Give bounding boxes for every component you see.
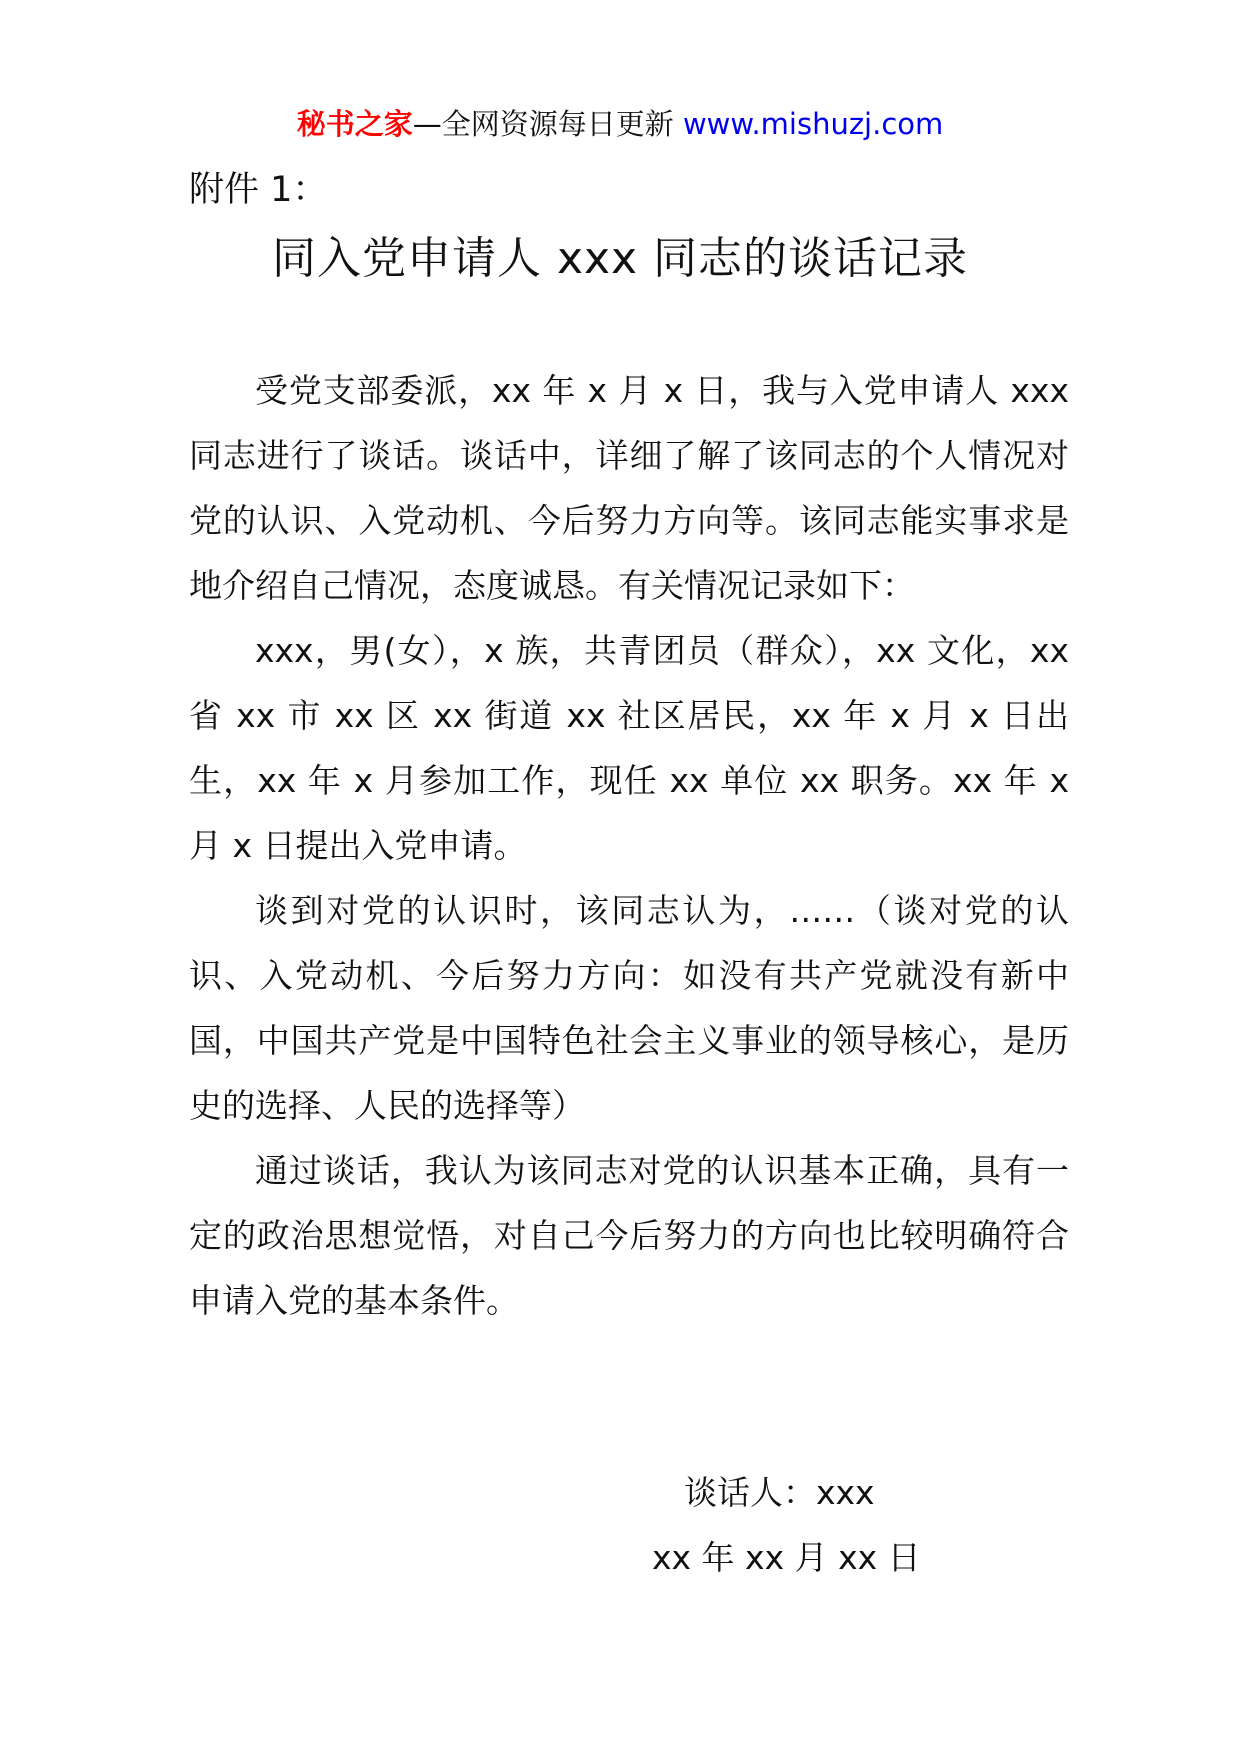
paragraph-party-understanding: 谈到对党的认识时，该同志认为，……（谈对党的认识、入党动机、今后努力方向：如没有共产党就没有新中国，中国共产党是中国特色社会主义事业的领导核心，是历史的选择、人民的选择等） [189,891,1069,1125]
speaker-signature: 谈话人：xxx [684,1473,875,1512]
signature-date: xx 年 xx 月 xx 日 [652,1538,921,1577]
attachment-label: 附件 1： [189,170,328,210]
paragraph-conclusion: 通过谈话，我认为该同志对党的认识基本正确，具有一定的政治思想觉悟，对自己今后努力的方向也比较明确符合申请入党的基本条件。 [189,1151,1069,1320]
brand-name: 秘书之家 [296,107,413,141]
site-header-banner [0,104,1240,144]
site-url-link[interactable]: www.mishuzj.com [682,107,944,141]
signature-block [560,1460,960,1590]
document-body [189,358,1069,1333]
paragraph-personal-info: xxx，男(女），x 族，共青团员（群众），xx 文化，xx 省 xx 市 xx 区 xx 街道 xx 社区居民，xx 年 x 月 x 日出生，xx 年 x 月参加工作，现任 xx 单位 xx 职务。xx 年 x 月 x 日提出入党申请。 [189,631,1069,865]
paragraph-intro: 受党支部委派，xx 年 x 月 x 日，我与入党申请人 xxx 同志进行了谈话。谈话中，详细了解了该同志的个人情况对党的认识、入党动机、今后努力方向等。该同志能实事求是地介绍自己情况，态度诚恳。有关情况记录如下： [189,371,1069,605]
header-tagline: —全网资源每日更新 [412,107,683,141]
document-title: 同入党申请人 xxx 同志的谈话记录 [271,233,969,284]
